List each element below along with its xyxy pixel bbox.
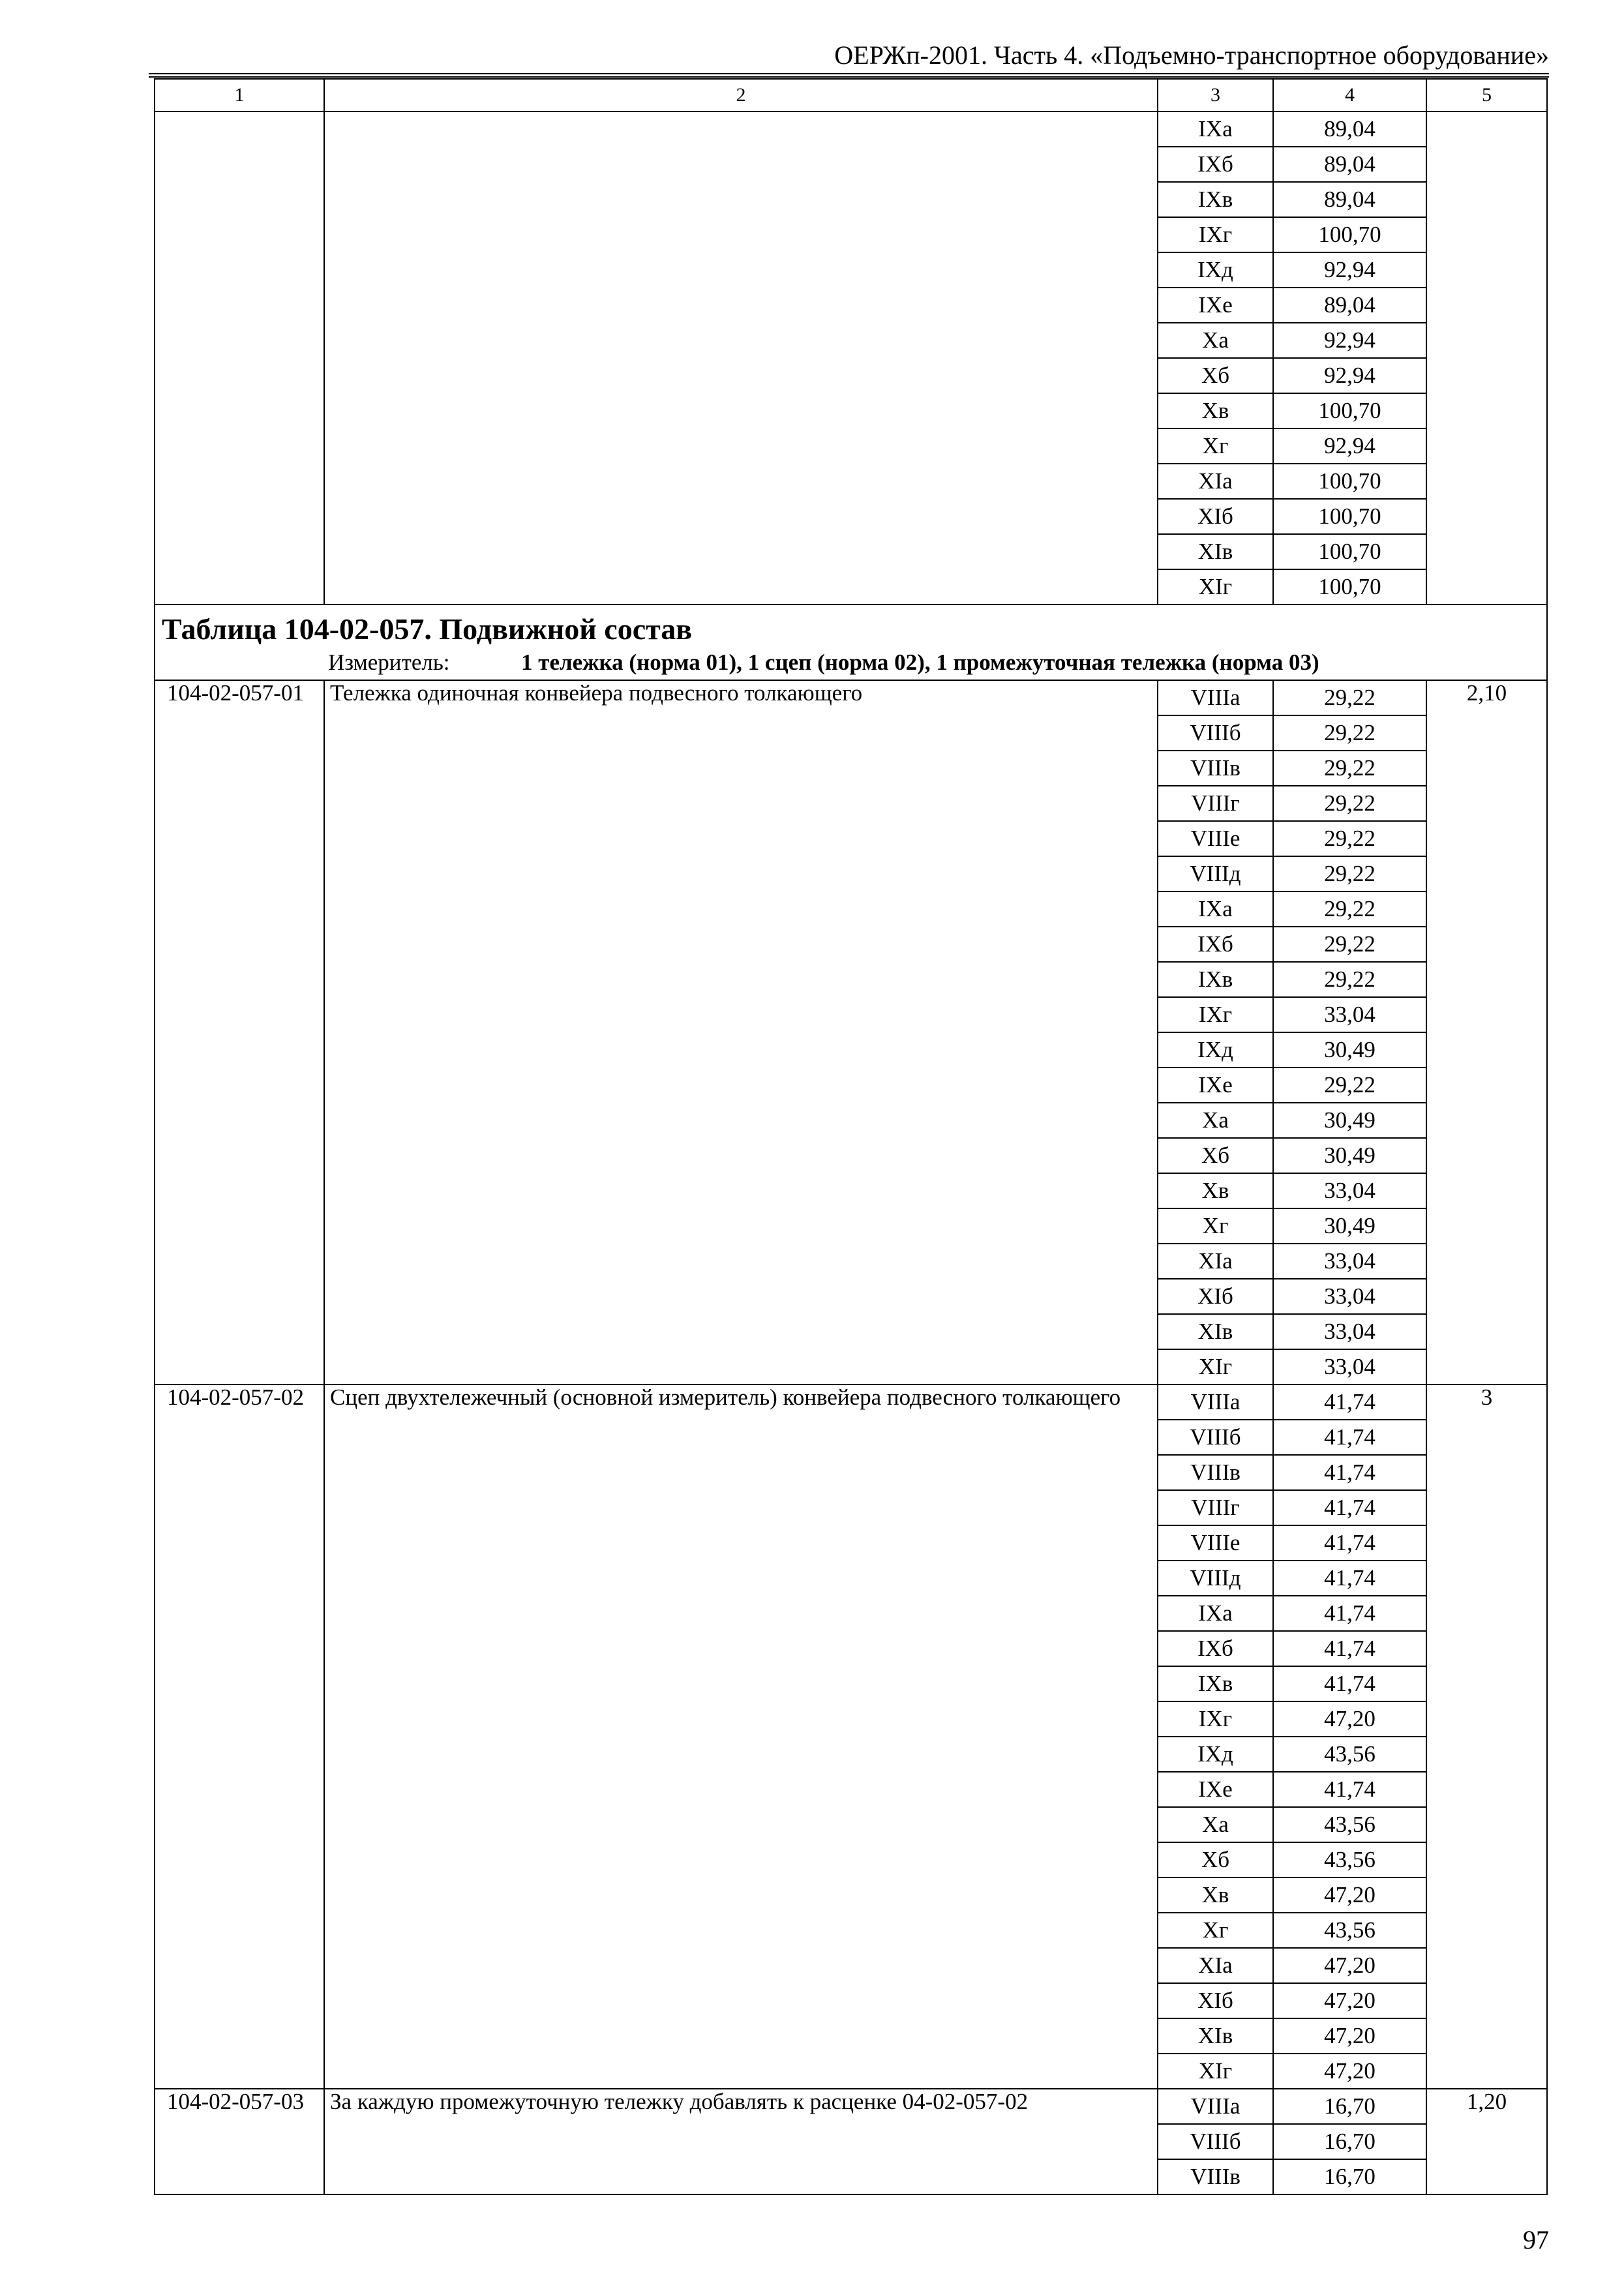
work-name-cell: За каждую промежуточную тележку добавлять к расценке 04-02-057-02 <box>324 2089 1158 2194</box>
rate-value-cell: 33,04 <box>1273 1349 1426 1384</box>
category-cell: XIг <box>1158 569 1273 605</box>
rate-value-cell: 89,04 <box>1273 182 1426 217</box>
column-number-row <box>155 79 1547 112</box>
category-cell: IXа <box>1158 891 1273 927</box>
rate-value-cell: 30,49 <box>1273 1138 1426 1173</box>
category-cell: VIIIе <box>1158 821 1273 856</box>
work-name-cell: Сцеп двухтележечный (основной измеритель) конвейера подвесного толкающего <box>324 1384 1158 2089</box>
rate-value-cell: 30,49 <box>1273 1103 1426 1138</box>
coefficient-cell: 3 <box>1426 1384 1547 2089</box>
rate-value-cell: 100,70 <box>1273 499 1426 534</box>
category-cell: XIв <box>1158 1314 1273 1349</box>
header-rule <box>149 73 1549 74</box>
rate-value-cell: 16,70 <box>1273 2124 1426 2159</box>
document-header-title: ОЕРЖп-2001. Часть 4. «Подъемно-транспортное оборудование» <box>834 40 1549 70</box>
category-cell: Xа <box>1158 1807 1273 1842</box>
rate-value-cell: 29,22 <box>1273 927 1426 962</box>
page-number: 97 <box>1523 2225 1549 2254</box>
category-cell: IXв <box>1158 182 1273 217</box>
category-cell: XIг <box>1158 2054 1273 2089</box>
rate-value-cell: 100,70 <box>1273 464 1426 499</box>
category-cell: IXг <box>1158 1701 1273 1737</box>
category-cell: IXа <box>1158 1596 1273 1631</box>
rate-value-cell: 16,70 <box>1273 2159 1426 2194</box>
column-number: 4 <box>1273 79 1426 112</box>
rate-value-cell: 30,49 <box>1273 1208 1426 1244</box>
table-row <box>155 2089 1547 2124</box>
category-cell: XIа <box>1158 1244 1273 1279</box>
rate-value-cell: 47,20 <box>1273 1948 1426 1983</box>
rate-value-cell: 92,94 <box>1273 428 1426 464</box>
rate-value-cell: 92,94 <box>1273 358 1426 393</box>
rate-value-cell: 41,74 <box>1273 1561 1426 1596</box>
rate-value-cell: 33,04 <box>1273 1279 1426 1314</box>
rate-value-cell: 29,22 <box>1273 891 1426 927</box>
rate-code-cell: 104-02-057-01 <box>155 680 324 1384</box>
category-cell: VIIIв <box>1158 2159 1273 2194</box>
rate-value-cell: 43,56 <box>1273 1807 1426 1842</box>
rate-value-cell: 43,56 <box>1273 1737 1426 1772</box>
category-cell: XIб <box>1158 499 1273 534</box>
rate-value-cell: 41,74 <box>1273 1490 1426 1525</box>
rate-value-cell: 47,20 <box>1273 1878 1426 1913</box>
rate-value-cell: 29,22 <box>1273 680 1426 715</box>
rate-value-cell: 33,04 <box>1273 997 1426 1032</box>
rate-code-cell: 104-02-057-02 <box>155 1384 324 2089</box>
work-name-cell: Тележка одиночная конвейера подвесного толкающего <box>324 680 1158 1384</box>
category-cell: XIв <box>1158 534 1273 569</box>
rate-code-cell: 104-02-057-03 <box>155 2089 324 2194</box>
category-cell: Xа <box>1158 1103 1273 1138</box>
rates-table-body <box>155 79 1547 2194</box>
column-number: 5 <box>1426 79 1547 112</box>
rate-value-cell: 41,74 <box>1273 1420 1426 1455</box>
rate-value-cell: 43,56 <box>1273 1842 1426 1878</box>
rate-value-cell: 30,49 <box>1273 1032 1426 1068</box>
category-cell: IXб <box>1158 147 1273 182</box>
category-cell: IXа <box>1158 112 1273 147</box>
rate-value-cell: 29,22 <box>1273 1068 1426 1103</box>
rate-value-cell: 41,74 <box>1273 1525 1426 1561</box>
category-cell: VIIIв <box>1158 751 1273 786</box>
category-cell: Xв <box>1158 1173 1273 1208</box>
table-title: Таблица 104-02-057. Подвижной состав <box>162 612 693 646</box>
rate-value-cell: 41,74 <box>1273 1772 1426 1807</box>
category-cell: VIIIг <box>1158 1490 1273 1525</box>
rate-value-cell: 41,74 <box>1273 1596 1426 1631</box>
rate-value-cell: 89,04 <box>1273 288 1426 323</box>
rate-value-cell: 33,04 <box>1273 1244 1426 1279</box>
category-cell: IXе <box>1158 1772 1273 1807</box>
column-number: 2 <box>324 79 1158 112</box>
rate-value-cell: 100,70 <box>1273 569 1426 605</box>
rate-value-cell: 100,70 <box>1273 217 1426 252</box>
rate-value-cell: 29,22 <box>1273 715 1426 751</box>
header-rule <box>149 76 1549 78</box>
category-cell: XIв <box>1158 2018 1273 2054</box>
rate-value-cell: 29,22 <box>1273 751 1426 786</box>
category-cell: IXв <box>1158 1666 1273 1701</box>
coefficient-cell: 2,10 <box>1426 680 1547 1384</box>
category-cell: VIIIа <box>1158 680 1273 715</box>
coefficient-cell: 1,20 <box>1426 2089 1547 2194</box>
category-cell: IXб <box>1158 1631 1273 1666</box>
work-name-cell <box>324 112 1158 605</box>
rate-value-cell: 29,22 <box>1273 962 1426 997</box>
rate-value-cell: 41,74 <box>1273 1455 1426 1490</box>
rate-value-cell: 43,56 <box>1273 1913 1426 1948</box>
rate-value-cell: 100,70 <box>1273 393 1426 428</box>
rate-value-cell: 47,20 <box>1273 2018 1426 2054</box>
category-cell: VIIIд <box>1158 856 1273 891</box>
category-cell: IXд <box>1158 252 1273 288</box>
category-cell: XIа <box>1158 464 1273 499</box>
table-row <box>155 1384 1547 1420</box>
category-cell: IXе <box>1158 1068 1273 1103</box>
category-cell: VIIIб <box>1158 2124 1273 2159</box>
category-cell: Xв <box>1158 1878 1273 1913</box>
category-cell: VIIIб <box>1158 715 1273 751</box>
rate-value-cell: 41,74 <box>1273 1384 1426 1420</box>
table-row <box>155 680 1547 715</box>
rate-value-cell: 41,74 <box>1273 1666 1426 1701</box>
category-cell: VIIIа <box>1158 1384 1273 1420</box>
meter-value: 1 тележка (норма 01), 1 сцеп (норма 02), 1 промежуточная тележка (норма 03) <box>521 650 1319 675</box>
category-cell: Xа <box>1158 323 1273 358</box>
category-cell: XIг <box>1158 1349 1273 1384</box>
table-row <box>155 112 1547 147</box>
meter-line <box>162 648 1540 677</box>
category-cell: IXг <box>1158 217 1273 252</box>
category-cell: VIIIд <box>1158 1561 1273 1596</box>
table-heading-row <box>155 605 1547 680</box>
category-cell: XIб <box>1158 1983 1273 2018</box>
category-cell: IXг <box>1158 997 1273 1032</box>
category-cell: VIIIе <box>1158 1525 1273 1561</box>
rate-value-cell: 47,20 <box>1273 2054 1426 2089</box>
rate-value-cell: 16,70 <box>1273 2089 1426 2124</box>
rate-value-cell: 29,22 <box>1273 856 1426 891</box>
category-cell: Xб <box>1158 1138 1273 1173</box>
rate-value-cell: 100,70 <box>1273 534 1426 569</box>
rate-value-cell: 92,94 <box>1273 323 1426 358</box>
category-cell: Xб <box>1158 1842 1273 1878</box>
rate-value-cell: 47,20 <box>1273 1983 1426 2018</box>
column-number: 3 <box>1158 79 1273 112</box>
category-cell: XIа <box>1158 1948 1273 1983</box>
category-cell: IXе <box>1158 288 1273 323</box>
category-cell: Xб <box>1158 358 1273 393</box>
rate-value-cell: 47,20 <box>1273 1701 1426 1737</box>
rate-value-cell: 92,94 <box>1273 252 1426 288</box>
category-cell: Xг <box>1158 428 1273 464</box>
rate-value-cell: 41,74 <box>1273 1631 1426 1666</box>
category-cell: VIIIа <box>1158 2089 1273 2124</box>
category-cell: IXд <box>1158 1737 1273 1772</box>
category-cell: IXв <box>1158 962 1273 997</box>
coefficient-cell <box>1426 112 1547 605</box>
category-cell: XIб <box>1158 1279 1273 1314</box>
category-cell: VIIIг <box>1158 786 1273 821</box>
category-cell: VIIIв <box>1158 1455 1273 1490</box>
column-number: 1 <box>155 79 324 112</box>
category-cell: IXб <box>1158 927 1273 962</box>
rate-value-cell: 89,04 <box>1273 112 1426 147</box>
category-cell: Xг <box>1158 1208 1273 1244</box>
rate-value-cell: 33,04 <box>1273 1173 1426 1208</box>
rate-value-cell: 29,22 <box>1273 786 1426 821</box>
rates-table <box>154 78 1548 2195</box>
rate-value-cell: 89,04 <box>1273 147 1426 182</box>
category-cell: Xв <box>1158 393 1273 428</box>
category-cell: VIIIб <box>1158 1420 1273 1455</box>
category-cell: IXд <box>1158 1032 1273 1068</box>
rate-value-cell: 33,04 <box>1273 1314 1426 1349</box>
meter-label: Измеритель: <box>328 650 450 675</box>
table-heading <box>155 605 1547 680</box>
rate-code-cell <box>155 112 324 605</box>
category-cell: Xг <box>1158 1913 1273 1948</box>
rate-value-cell: 29,22 <box>1273 821 1426 856</box>
